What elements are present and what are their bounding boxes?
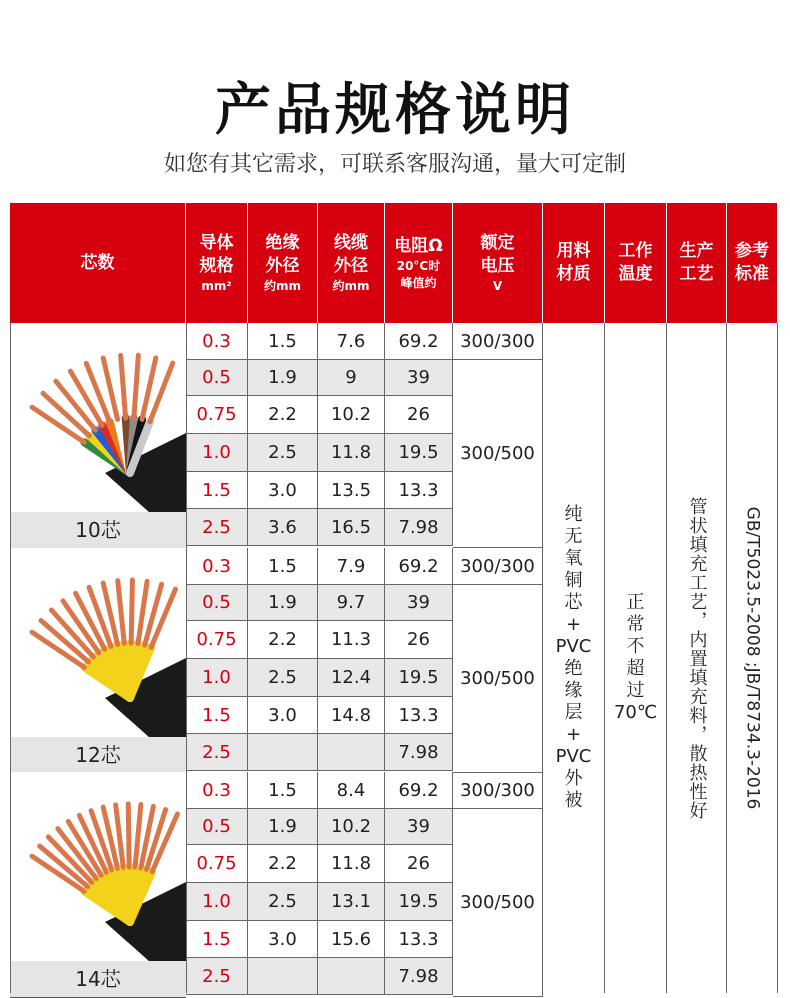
cell-cable-diameter: 14.8 <box>318 697 385 734</box>
cell-cable-diameter <box>318 958 385 995</box>
cell-resistance: 7.98 <box>385 958 453 995</box>
material-char: 铜 <box>564 570 583 591</box>
cell-rated-voltage: 300/300 <box>453 323 543 360</box>
cell-resistance: 19.5 <box>385 434 453 472</box>
cell-resistance: 26 <box>385 845 453 883</box>
header-resistance-text <box>394 235 442 292</box>
cell-conductor-spec: 0.3 <box>186 548 248 585</box>
cell-conductor-spec: 2.5 <box>186 734 248 771</box>
core-count-label: 10芯 <box>10 512 186 548</box>
temperature-char: 70℃ <box>613 702 658 723</box>
temperature-char: 正 <box>626 592 645 613</box>
cell-conductor-spec: 0.75 <box>186 845 248 883</box>
cell-cable-diameter: 11.8 <box>318 845 385 883</box>
cell-cable-diameter: 11.3 <box>318 621 385 659</box>
cell-cable-diameter: 13.1 <box>318 883 385 921</box>
cell-insulation-diameter: 2.2 <box>248 396 318 434</box>
header-insulation-diameter-text <box>264 232 301 295</box>
process-text: 管状填充工艺，内置填充料，散热性好 <box>686 496 708 820</box>
cell-resistance: 39 <box>385 585 453 621</box>
material-char: 氧 <box>564 548 583 569</box>
cell-resistance: 69.2 <box>385 323 453 360</box>
cell-insulation-diameter <box>248 734 318 771</box>
cell-conductor-spec: 0.3 <box>186 323 248 360</box>
cell-cable-diameter <box>318 734 385 771</box>
cable-photo-10芯 <box>10 323 186 549</box>
cell-conductor-spec: 2.5 <box>186 958 248 995</box>
header-line: 额定 <box>480 232 515 253</box>
header-material-text <box>557 240 591 286</box>
header-temperature-text <box>619 240 653 286</box>
cell-resistance: 19.5 <box>385 659 453 697</box>
header-temperature <box>605 203 667 323</box>
header-standard <box>727 203 778 323</box>
header-cores <box>10 203 186 323</box>
cell-insulation-diameter: 1.9 <box>248 585 318 621</box>
cell-resistance: 13.3 <box>385 697 453 734</box>
cell-insulation-diameter: 1.9 <box>248 360 318 396</box>
material-char: PVC <box>555 746 592 767</box>
cell-cable-diameter: 9.7 <box>318 585 385 621</box>
header-line: 材质 <box>556 264 591 284</box>
header-conductor-spec <box>186 203 248 323</box>
cell-conductor-spec: 0.75 <box>186 396 248 434</box>
cell-insulation-diameter: 3.0 <box>248 921 318 958</box>
header-unit: mm² <box>201 278 232 293</box>
cell-cable-diameter: 7.9 <box>318 548 385 585</box>
material-char: 外 <box>564 768 583 789</box>
material-column <box>543 323 605 993</box>
cell-insulation-diameter: 1.5 <box>248 323 318 360</box>
material-char: 缘 <box>564 680 583 701</box>
cable-illustration <box>10 323 186 513</box>
cell-resistance: 7.98 <box>385 734 453 771</box>
cell-resistance: 13.3 <box>385 921 453 958</box>
cable-illustration <box>10 548 186 738</box>
temperature-column <box>605 323 667 993</box>
header-line: 芯数 <box>80 252 115 273</box>
header-rated-voltage-text <box>481 232 515 295</box>
header-process-text <box>680 240 714 286</box>
cell-conductor-spec: 1.5 <box>186 472 248 509</box>
cell-cable-diameter: 11.8 <box>318 434 385 472</box>
cell-rated-voltage: 300/500 <box>453 585 543 773</box>
copper-strand <box>131 580 132 643</box>
cell-insulation-diameter: 1.5 <box>248 548 318 585</box>
page-title: 产品规格说明 <box>215 78 575 143</box>
cell-insulation-diameter: 2.2 <box>248 621 318 659</box>
copper-strand <box>118 581 125 644</box>
material-char: PVC <box>555 636 592 657</box>
header-line: 温度 <box>618 264 653 284</box>
cell-insulation-diameter: 1.5 <box>248 772 318 809</box>
cell-rated-voltage: 300/300 <box>453 548 543 585</box>
cell-insulation-diameter: 2.2 <box>248 845 318 883</box>
core-count-label: 12芯 <box>10 737 186 773</box>
cable-photo-12芯 <box>10 548 186 774</box>
copper-strand <box>134 355 138 418</box>
cell-conductor-spec: 0.5 <box>186 809 248 845</box>
cell-conductor-spec: 1.5 <box>186 921 248 958</box>
header-cores-text <box>81 252 115 275</box>
grid-line <box>10 323 11 993</box>
temperature-char: 超 <box>626 658 645 679</box>
header-cable-diameter <box>318 203 385 323</box>
cell-resistance: 39 <box>385 360 453 396</box>
cell-insulation-diameter: 2.5 <box>248 659 318 697</box>
header-conductor-spec-text <box>200 232 234 295</box>
core-count-label: 14芯 <box>10 961 186 997</box>
copper-strand <box>151 589 175 647</box>
cell-insulation-diameter <box>248 958 318 995</box>
cell-conductor-spec: 0.75 <box>186 621 248 659</box>
cell-conductor-spec: 0.5 <box>186 585 248 621</box>
cell-rated-voltage: 300/500 <box>453 360 543 548</box>
material-char: 层 <box>564 702 583 723</box>
header-material <box>543 203 605 323</box>
header-resistance <box>385 203 453 323</box>
header-line: 标准 <box>735 264 769 284</box>
cell-cable-diameter: 16.5 <box>318 509 385 546</box>
cell-resistance: 69.2 <box>385 772 453 809</box>
cable-photo-14芯 <box>10 772 186 998</box>
cell-insulation-diameter: 1.9 <box>248 809 318 845</box>
cell-conductor-spec: 1.0 <box>186 883 248 921</box>
cell-insulation-diameter: 3.6 <box>248 509 318 546</box>
cell-conductor-spec: 1.5 <box>186 697 248 734</box>
header-process <box>667 203 727 323</box>
header-cable-diameter-text <box>332 232 369 295</box>
header-line: 外径 <box>333 255 368 276</box>
header-line: 规格 <box>199 255 234 276</box>
cell-cable-diameter: 10.2 <box>318 396 385 434</box>
cell-insulation-diameter: 3.0 <box>248 472 318 509</box>
grid-line <box>777 323 778 993</box>
header-insulation-diameter <box>248 203 318 323</box>
header-line: 绝缘 <box>265 232 300 253</box>
header-unit: 约mm <box>332 278 370 293</box>
cable-illustration <box>10 772 186 962</box>
header-unit: V <box>492 278 503 293</box>
cell-insulation-diameter: 3.0 <box>248 697 318 734</box>
spec-table <box>10 203 778 993</box>
header-unit: 20°C时 <box>396 258 441 273</box>
cell-cable-diameter: 10.2 <box>318 809 385 845</box>
material-char: 无 <box>564 526 583 547</box>
header-line: 电阻Ω <box>394 235 443 256</box>
cell-rated-voltage: 300/500 <box>453 809 543 997</box>
standard-column <box>727 323 778 993</box>
cell-insulation-diameter: 2.5 <box>248 434 318 472</box>
material-char: 被 <box>564 790 583 811</box>
temperature-char: 常 <box>626 614 645 635</box>
header-standard-text <box>735 240 769 286</box>
cell-conductor-spec: 1.0 <box>186 659 248 697</box>
header-line: 参考 <box>735 241 769 261</box>
cell-resistance: 39 <box>385 809 453 845</box>
cell-conductor-spec: 1.0 <box>186 434 248 472</box>
cell-conductor-spec: 2.5 <box>186 509 248 546</box>
cell-rated-voltage: 300/300 <box>453 772 543 809</box>
cell-resistance: 26 <box>385 621 453 659</box>
cell-resistance: 26 <box>385 396 453 434</box>
header-line: 外径 <box>265 255 300 276</box>
standard-text: GB/T5023.5-2008 ;JB/T8734.3-2016 <box>742 506 763 810</box>
cell-resistance: 13.3 <box>385 472 453 509</box>
cell-cable-diameter: 8.4 <box>318 772 385 809</box>
copper-strand <box>135 805 141 868</box>
header-unit: 约mm <box>263 278 301 293</box>
header-line: 工艺 <box>679 264 714 284</box>
header-line: 用料 <box>556 241 591 261</box>
process-column <box>667 323 727 993</box>
material-char: 绝 <box>564 658 583 679</box>
material-char: + <box>565 724 582 745</box>
copper-strand <box>128 804 129 867</box>
temperature-char: 不 <box>626 636 645 657</box>
header-line: 电压 <box>480 255 515 276</box>
material-char: 纯 <box>564 504 583 525</box>
copper-strand <box>121 355 126 418</box>
cell-resistance: 19.5 <box>385 883 453 921</box>
header-unit: 峰值约 <box>400 275 437 290</box>
grid-line <box>186 323 187 993</box>
header-line: 工作 <box>618 241 653 261</box>
cell-conductor-spec: 0.5 <box>186 360 248 396</box>
material-char: + <box>565 614 582 635</box>
header-line: 生产 <box>679 241 714 261</box>
cell-resistance: 7.98 <box>385 509 453 546</box>
cell-cable-diameter: 13.5 <box>318 472 385 509</box>
header-line: 导体 <box>199 232 234 253</box>
material-char: 芯 <box>564 592 583 613</box>
cell-cable-diameter: 12.4 <box>318 659 385 697</box>
cell-cable-diameter: 7.6 <box>318 323 385 360</box>
temperature-char: 过 <box>626 680 645 701</box>
cell-insulation-diameter: 2.5 <box>248 883 318 921</box>
header-rated-voltage <box>453 203 543 323</box>
page-subtitle: 如您有其它需求，可联系客服沟通，量大可定制 <box>163 152 626 177</box>
cell-cable-diameter: 15.6 <box>318 921 385 958</box>
header-line: 线缆 <box>333 232 368 253</box>
cell-cable-diameter: 9 <box>318 360 385 396</box>
cell-conductor-spec: 0.3 <box>186 772 248 809</box>
cell-resistance: 69.2 <box>385 548 453 585</box>
